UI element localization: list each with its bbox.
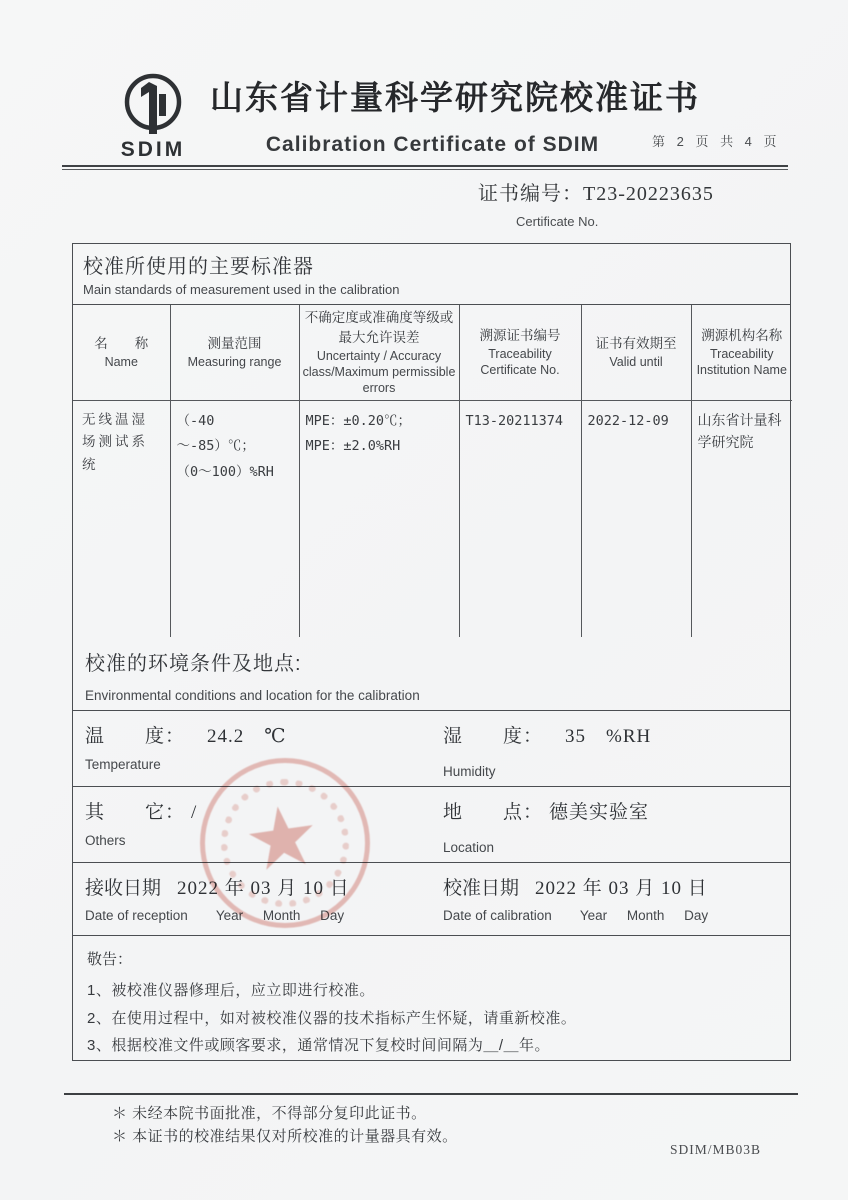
col-institution-zh: 溯源机构名称 — [701, 327, 783, 343]
certificate-number-value: T23-20223635 — [583, 183, 714, 205]
certificate-number-block — [478, 177, 714, 229]
footer-note-1: ＊ 未经本院书面批准，不得部分复印此证书。 — [112, 1105, 427, 1122]
reception-date-value: 2022 年 03 月 10 日 — [177, 878, 350, 900]
certificate-number-label: 证书编号： — [478, 183, 583, 205]
col-traceability-no-en: Traceability Certificate No. — [480, 347, 560, 378]
calibration-date-label-zh: 校准日期 — [443, 878, 520, 900]
footer-notes — [112, 1102, 458, 1149]
col-institution — [691, 305, 792, 400]
cell-traceability-cert-no: T13-20211374 — [459, 400, 581, 637]
cell-mpe — [299, 400, 459, 637]
location-label-en: Location — [443, 840, 495, 856]
col-name-en: Name — [104, 355, 138, 370]
cell-valid-until: 2022-12-09 — [581, 400, 691, 637]
notice-item-1: 1、被校准仪器修理后，应立即进行校准。 — [87, 981, 375, 999]
col-name — [73, 305, 170, 400]
col-valid-until-zh: 证书有效期至 — [595, 335, 677, 351]
calibration-date-label-en: Date of calibration — [443, 908, 552, 924]
temperature-label-en: Temperature — [85, 756, 161, 772]
cell-measuring-range — [170, 400, 299, 637]
cell-instrument-name: 无线温湿场测试系统 — [73, 400, 170, 637]
col-traceability-no-zh: 溯源证书编号 — [479, 327, 561, 343]
humidity-field — [431, 711, 789, 787]
standards-title-en: Main standards of measurement used in the calibration — [83, 282, 400, 297]
humidity-unit: %RH — [606, 725, 652, 747]
others-field — [73, 787, 431, 862]
range-temperature: （-40～-85）℃； — [176, 412, 255, 455]
footer-divider — [64, 1093, 798, 1096]
main-content-box — [72, 243, 791, 1061]
humidity-label-en: Humidity — [443, 763, 496, 779]
certificate-number-line — [478, 177, 714, 206]
notice-item-3: 3、根据校准文件或顾客要求，通常情况下复校时间间隔为＿/＿年。 — [87, 1037, 551, 1055]
environment-section-title — [73, 637, 790, 711]
sdim-logo — [98, 68, 208, 162]
header-divider — [62, 165, 788, 170]
col-valid-until — [581, 305, 691, 400]
title-english: Calibration Certificate of SDIM — [265, 133, 600, 156]
environment-title-zh: 校准的环境条件及地点: — [85, 653, 302, 675]
mpe-temperature: MPE：±0.20℃； — [305, 412, 412, 429]
temperature-humidity-row — [73, 711, 790, 788]
notice-title: 敬告： — [87, 950, 133, 968]
location-value: 德美实验室 — [549, 802, 650, 824]
location-label-zh: 地 点： — [443, 802, 544, 824]
temperature-field — [73, 711, 431, 787]
col-range-en: Measuring range — [187, 355, 282, 370]
temperature-value: 24.2 — [207, 725, 245, 747]
humidity-value: 35 — [565, 725, 587, 747]
humidity-label-zh: 湿 度： — [443, 725, 544, 747]
others-label-zh: 其 它： — [85, 802, 186, 824]
col-range — [170, 305, 299, 400]
form-code: SDIM/MB03B — [670, 1142, 762, 1157]
standards-title-zh: 校准所使用的主要标准器 — [83, 256, 314, 278]
others-value: / — [191, 802, 198, 824]
standards-table — [73, 305, 792, 637]
range-humidity: （0～100）%RH — [176, 463, 274, 480]
col-valid-until-en: Valid until — [609, 355, 663, 370]
col-uncertainty-en: Uncertainty / Accuracy class/Maximum permissible errors — [302, 349, 456, 395]
notice-section — [73, 936, 790, 1060]
certificate-title — [210, 72, 700, 157]
col-institution-en: Traceability Institution Name — [696, 347, 787, 378]
calibration-date-units-en: Year Month Day — [579, 908, 709, 924]
notice-item-2: 2、在使用过程中，如对被校准仪器的技术指标产生怀疑，请重新校准。 — [87, 1009, 577, 1027]
others-label-en: Others — [85, 833, 126, 849]
cell-institution: 山东省计量科学研究院 — [691, 400, 792, 637]
certificate-number-label-en: Certificate No. — [516, 214, 599, 229]
footer-note-2: ＊ 本证书的校准结果仅对所校准的计量器具有效。 — [112, 1128, 458, 1146]
calibration-date-value: 2022 年 03 月 10 日 — [535, 878, 708, 900]
dates-row — [73, 863, 790, 936]
reception-date-field — [73, 863, 431, 935]
sdim-logo-text: SDIM — [120, 138, 186, 161]
others-location-row — [73, 787, 790, 863]
standards-section-title — [73, 244, 790, 305]
page-number: 第 2 页 共 4 页 — [652, 134, 781, 149]
title-chinese: 山东省计量科学研究院校准证书 — [210, 81, 700, 117]
col-traceability-no — [459, 305, 581, 400]
environment-title-en: Environmental conditions and location for the calibration — [85, 688, 420, 703]
reception-date-units-en: Year Month Day — [215, 908, 345, 924]
col-uncertainty — [299, 305, 459, 400]
sdim-logo-icon — [116, 68, 190, 142]
col-uncertainty-zh: 不确定度或准确度等级或最大允许误差 — [304, 310, 454, 345]
col-range-zh: 测量范围 — [207, 335, 262, 351]
mpe-humidity: MPE：±2.0%RH — [305, 438, 401, 455]
standards-data-row — [73, 400, 792, 637]
temperature-unit: ℃ — [264, 725, 287, 747]
seal-star-icon: ★ — [238, 786, 326, 890]
calibration-date-field — [431, 863, 789, 935]
temperature-label-zh: 温 度： — [85, 725, 186, 747]
reception-date-label-zh: 接收日期 — [85, 878, 162, 900]
reception-date-label-en: Date of reception — [85, 908, 188, 924]
standards-header-row — [73, 305, 792, 400]
col-name-zh: 名 称 — [94, 335, 149, 351]
location-field — [431, 787, 789, 862]
